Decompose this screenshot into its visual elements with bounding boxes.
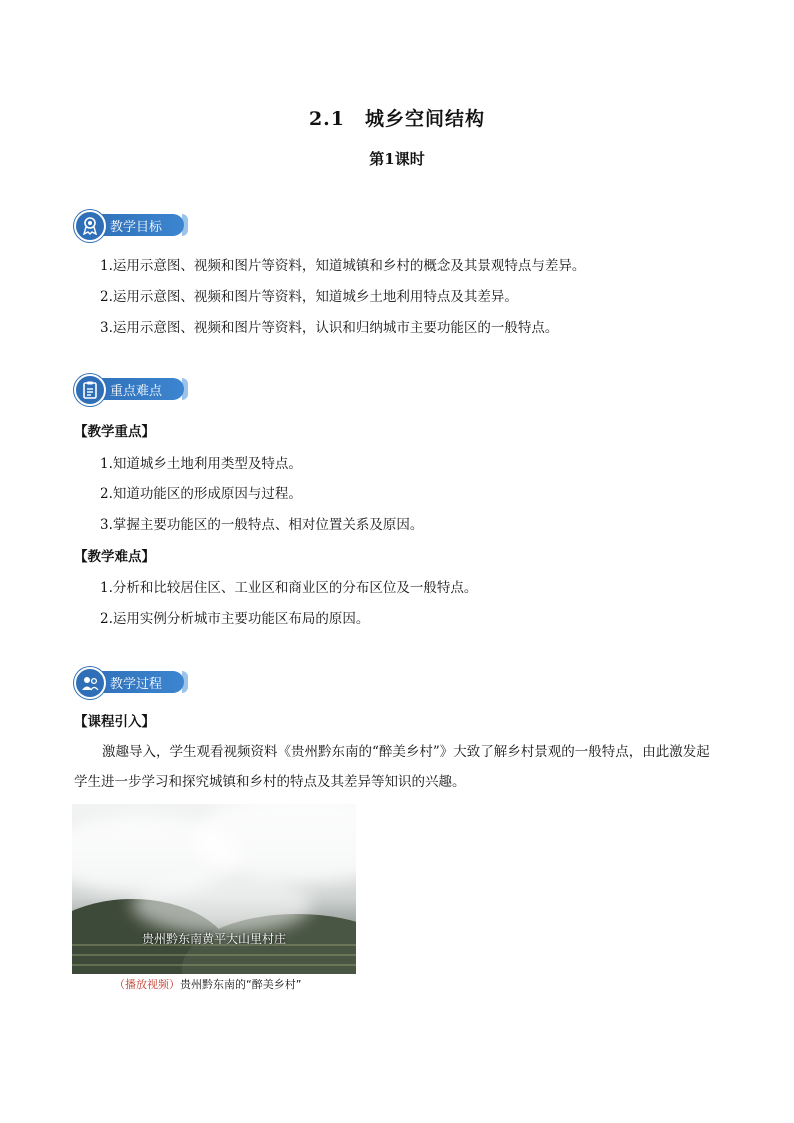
key-points-label: 重点难点 [110,384,163,399]
video-overlay-text: 贵州黔东南黄平大山里村庄 [141,932,286,946]
page-title [0,104,794,131]
section-title: 城乡空间结构 [365,108,486,130]
difficulty-item: 2.运用实例分析城市主要功能区布局的原因。 [100,611,370,627]
objectives-label: 教学目标 [110,220,163,235]
objective-item: 3.运用示意图、视频和图片等资料，认识和归纳城市主要功能区的一般特点。 [100,320,559,336]
difficulty-item: 1.分析和比较居住区、工业区和商业区的分布区位及一般特点。 [100,580,478,596]
play-video-label[interactable]: （播放视频） [114,978,180,991]
objective-item: 2.运用示意图、视频和图片等资料，知道城乡土地利用特点及其差异。 [100,289,518,305]
section-number: 2.1 [308,108,346,130]
figure-caption [114,976,301,992]
focus-item: 2.知道功能区的形成原因与过程。 [100,486,302,502]
people-icon [74,667,106,699]
focus-item: 3.掌握主要功能区的一般特点、相对位置关系及原因。 [100,517,424,533]
focus-heading: 【教学重点】 [74,424,155,440]
process-label: 教学过程 [110,677,163,692]
lesson-subtitle: 第1课时 [369,150,425,168]
difficulty-heading: 【教学难点】 [74,549,155,565]
objectives-badge [74,210,186,240]
intro-paragraph: 激趣导入，学生观看视频资料《贵州黔东南的“醉美乡村”》大致了解乡村景观的一般特点，由此激发起学生进一步学习和探究城镇和乡村的特点及其差异等知识的兴趣。 [74,744,710,790]
objective-item: 1.运用示意图、视频和图片等资料，知道城镇和乡村的概念及其景观特点与差异。 [100,258,586,274]
focus-item: 1.知道城乡土地利用类型及特点。 [100,456,302,472]
key-points-badge [74,374,186,404]
figure-caption-text: 贵州黔东南的“醉美乡村” [180,978,302,991]
video-thumbnail[interactable] [72,804,356,974]
clipboard-icon [74,374,106,406]
award-icon [74,210,106,242]
process-badge [74,667,186,697]
intro-heading: 【课程引入】 [74,714,155,730]
